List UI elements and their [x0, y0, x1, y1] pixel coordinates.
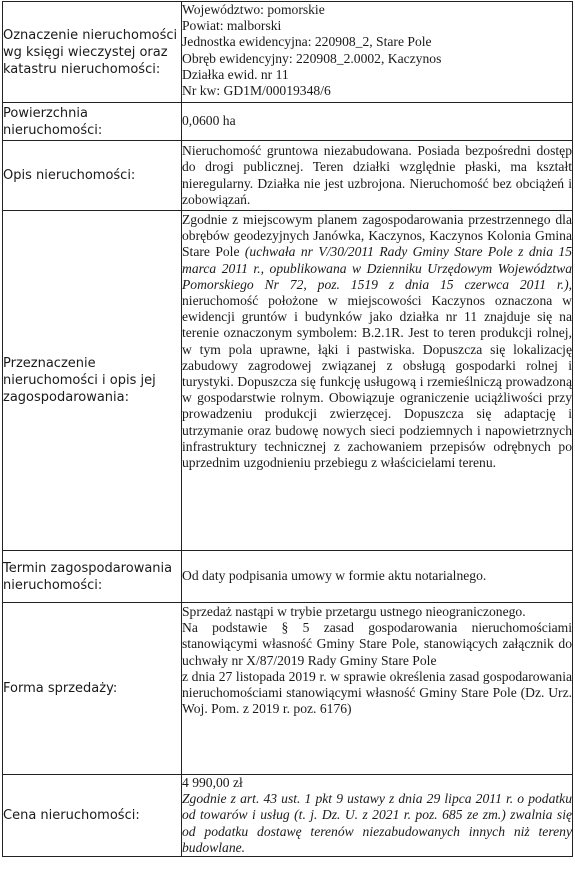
- value-termin: Od daty podpisania umowy w formie aktu notarialnego.: [182, 551, 573, 603]
- przeznaczenie-plan: Zgodnie z miejscowym planem zagospodarowania przestrzennego dla obrębów geodezyjnych Janówka, Kaczynos, Kaczynos Kolonia Gmina Stare Pole: [182, 212, 572, 260]
- value-powierzchnia: 0,0600 ha: [182, 103, 573, 141]
- label-forma: Forma sprzedaży:: [3, 603, 182, 775]
- przeznaczenie-uchwala: (uchwała nr V/30/2011 Rady Gminy Stare Pole z dnia 15 marca 2011 r., opublikowana w Dzienniku Urzędowym Województwa Pomorskiego Nr 72, poz. 1519 z dnia 15 czerwca 2011 r.),: [182, 244, 572, 292]
- label-termin: Termin zagospodarowania nieruchomości:: [3, 551, 182, 603]
- value-cena: [182, 775, 573, 857]
- value-obreb: Obręb ewidencyjny: 220908_2.0002, Kaczynos: [182, 50, 442, 66]
- row-termin: [3, 551, 573, 603]
- row-opis: [3, 141, 573, 211]
- property-details-table: [2, 1, 573, 857]
- row-przeznaczenie: [3, 211, 573, 551]
- label-powierzchnia: Powierzchnia nieruchomości:: [3, 103, 182, 141]
- label-opis: Opis nieruchomości:: [3, 141, 182, 211]
- cena-kwota: 4 990,00 zł: [182, 775, 243, 790]
- row-powierzchnia: [3, 103, 573, 141]
- forma-podstawa: Na podstawie § 5 zasad gospodarowania nieruchomościami stanowiącymi własność Gminy Stare Pole, stanowiących załącznik do uchwały nr X/87/2019 Rady Gminy Stare Pole: [182, 620, 572, 668]
- forma-uchwala: z dnia 27 listopada 2019 r. w sprawie określenia zasad gospodarowania nieruchomościami stanowiącymi własność Gminy Stare Pole (Dz. Urz. Woj. Pom. z 2019 r. poz. 6176): [182, 668, 572, 717]
- row-cena: [3, 775, 573, 857]
- value-jednostka: Jednostka ewidencyjna: 220908_2, Stare Pole: [182, 34, 432, 50]
- value-nr-kw: Nr kw: GD1M/00019348/6: [182, 83, 331, 99]
- label-cena: Cena nieruchomości:: [3, 775, 182, 857]
- property-details-document: [2, 1, 573, 857]
- value-powiat: Powiat: malborski: [182, 18, 282, 34]
- value-dzialka: Działka ewid. nr 11: [182, 66, 289, 82]
- value-oznaczenie: [182, 2, 573, 103]
- cena-zwolnienie-vat: Zgodnie z art. 43 ust. 1 pkt 9 ustawy z dnia 29 lipca 2011 r. o podatku od towarów i usług (t. j. Dz. U. z 2021 r. poz. 685 ze zm.) zwalnia się od podatku dostawę terenów niezabudowanych innych niż tereny budowlane.: [182, 791, 572, 855]
- row-oznaczenie: [3, 2, 573, 103]
- label-przeznaczenie: Przeznaczenie nieruchomości i opis jej zagospodarowania:: [3, 211, 182, 551]
- value-opis: Nieruchomość gruntowa niezabudowana. Posiada bezpośredni dostęp do drogi publicznej. Teren działki względnie płaski, ma kształt nieregularny. Działka nie jest uzbrojona. Nieruchomość bez obciążeń i zobowiązań.: [182, 141, 573, 211]
- przeznaczenie-opis: nieruchomość położone w miejscowości Kaczynos oznaczona w ewidencji gruntów i budynków jako działka nr 11 znajduje się na terenie oznaczonym symbolem: B.2.1R. Jest to teren produkcji rolnej, w tym pola uprawne, łąki i pastwiska. Dopuszcza się lokalizację zabudowy zagrodowej związanej z obsługą gospodarki rolnej i turystyki. Dopuszcza się funkcję usługową i rzemieślniczą prowadzoną w gospodarstwie rolnym. Obowiązuje ograniczenie uciążliwości przy prowadzeniu produkcji zwierzęcej. Dopuszcza się adaptację i utrzymanie oraz budowę nowych sieci podziemnych i napowietrznych infrastruktury technicznej z zachowaniem przepisów odrębnych po uprzednim uzgodnieniu przebiegu z właścicielami terenu.: [182, 293, 572, 471]
- row-forma: [3, 603, 573, 775]
- value-wojewodztwo: Województwo: pomorskie: [182, 2, 325, 17]
- value-forma: [182, 603, 573, 775]
- label-oznaczenie: Oznaczenie nieruchomości wg księgi wieczystej oraz katastru nieruchomości:: [3, 2, 182, 103]
- forma-tryb: Sprzedaż nastąpi w trybie przetargu ustnego nieograniczonego.: [182, 604, 526, 619]
- value-przeznaczenie: [182, 211, 573, 551]
